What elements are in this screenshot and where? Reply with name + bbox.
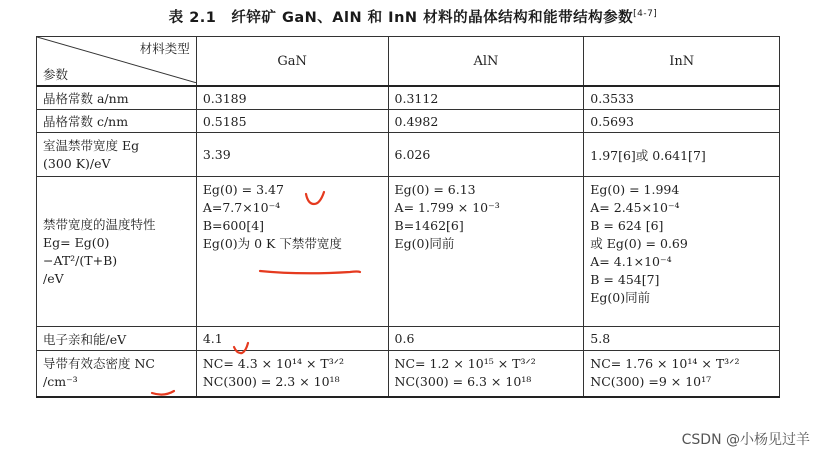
label-nc-line2: /cm⁻³ [43, 374, 78, 390]
cell-temp-inn [584, 177, 780, 327]
temp-aln-line: B=1462[6] [394, 218, 464, 233]
cell-nc-gan [196, 351, 388, 397]
label-temp-line: Eg= Eg(0) [43, 234, 110, 250]
label-temp-line: −AT²/(T+B) [43, 252, 118, 268]
row-lattice-c [37, 110, 780, 133]
nc-gan-line: NC= 4.3 × 10¹⁴ × T³ᐟ² [202, 356, 345, 372]
temp-inn-line: Eg(0) = 1.994 [590, 182, 680, 197]
label-affinity: 电子亲和能/eV [37, 327, 197, 351]
nc-inn-line: NC= 1.76 × 10¹⁴ × T³ᐟ² [590, 356, 740, 372]
temp-inn-line: 或 Eg(0) = 0.69 [590, 236, 688, 251]
label-bandgap-line1: 室温禁带宽度 Eg [43, 137, 140, 153]
temp-gan-line: Eg(0)为 0 K 下禁带宽度 [202, 236, 342, 251]
cell-nc-inn [584, 351, 780, 397]
cell-affinity-gan: 4.1 [196, 327, 388, 351]
temp-inn-line: A= 2.45×10⁻⁴ [590, 200, 680, 215]
label-temperature [37, 177, 197, 327]
nc-inn-line: NC(300) =9 × 10¹⁷ [590, 374, 712, 390]
caption-text: 表 2.1 纤锌矿 GaN、AlN 和 InN 材料的晶体结构和能带结构参数 [168, 10, 634, 26]
cell-bandgap-aln: 6.026 [388, 133, 584, 177]
cell-temp-aln [388, 177, 584, 327]
label-lattice-c: 晶格常数 c/nm [37, 110, 197, 133]
temp-gan-line: B=600[4] [202, 218, 265, 233]
header-aln: AlN [388, 37, 584, 87]
cell-temp-gan [196, 177, 388, 327]
cell-affinity-aln: 0.6 [388, 327, 584, 351]
nc-aln-line: NC= 1.2 × 10¹⁵ × T³ᐟ² [394, 356, 536, 372]
temp-aln-line: Eg(0)同前 [394, 236, 455, 251]
label-nc-line1: 导带有效态密度 NC [43, 356, 155, 372]
parameter-table [36, 36, 780, 398]
cell-lattice-c-gan: 0.5185 [196, 110, 388, 133]
row-nc [37, 351, 780, 397]
label-temp-line: /eV [43, 270, 64, 286]
temp-inn-line: B = 624 [6] [590, 218, 664, 233]
temp-inn-line: A= 4.1×10⁻⁴ [590, 254, 672, 269]
temp-gan-line: Eg(0) = 3.47 [202, 182, 284, 197]
label-nc [37, 351, 197, 397]
label-temp-line: 禁带宽度的温度特性 [43, 216, 156, 232]
cell-lattice-a-gan: 0.3189 [196, 86, 388, 110]
row-lattice-a [37, 86, 780, 110]
cell-lattice-c-inn: 0.5693 [584, 110, 780, 133]
nc-aln-line: NC(300) = 6.3 × 10¹⁸ [394, 374, 532, 390]
temp-aln-line: A= 1.799 × 10⁻³ [394, 200, 500, 215]
cell-lattice-c-aln: 0.4982 [388, 110, 584, 133]
header-row [37, 37, 780, 87]
table-caption [0, 6, 826, 27]
cell-bandgap-gan: 3.39 [196, 133, 388, 177]
header-material-type: 材料类型 [139, 41, 190, 56]
temp-aln-line: Eg(0) = 6.13 [394, 182, 476, 197]
label-bandgap [37, 133, 197, 177]
diagonal-header-cell [37, 37, 197, 87]
cell-lattice-a-aln: 0.3112 [388, 86, 584, 110]
temp-inn-line: B = 454[7] [590, 272, 660, 287]
header-gan: GaN [196, 37, 388, 87]
watermark: CSDN @小杨见过羊 [681, 432, 810, 448]
temp-inn-line: Eg(0)同前 [590, 290, 651, 305]
row-affinity [37, 327, 780, 351]
cell-nc-aln [388, 351, 584, 397]
caption-ref: [4-7] [633, 9, 658, 20]
cell-affinity-inn: 5.8 [584, 327, 780, 351]
cell-bandgap-inn: 1.97[6]或 0.641[7] [584, 133, 780, 177]
label-bandgap-line2: (300 K)/eV [43, 155, 111, 171]
temp-gan-line: A=7.7×10⁻⁴ [202, 200, 281, 215]
label-lattice-a: 晶格常数 a/nm [37, 86, 197, 110]
nc-gan-line: NC(300) = 2.3 × 10¹⁸ [202, 374, 340, 390]
row-temperature [37, 177, 780, 327]
header-parameter: 参数 [43, 67, 69, 82]
header-inn: InN [584, 37, 780, 87]
row-bandgap [37, 133, 780, 177]
cell-lattice-a-inn: 0.3533 [584, 86, 780, 110]
